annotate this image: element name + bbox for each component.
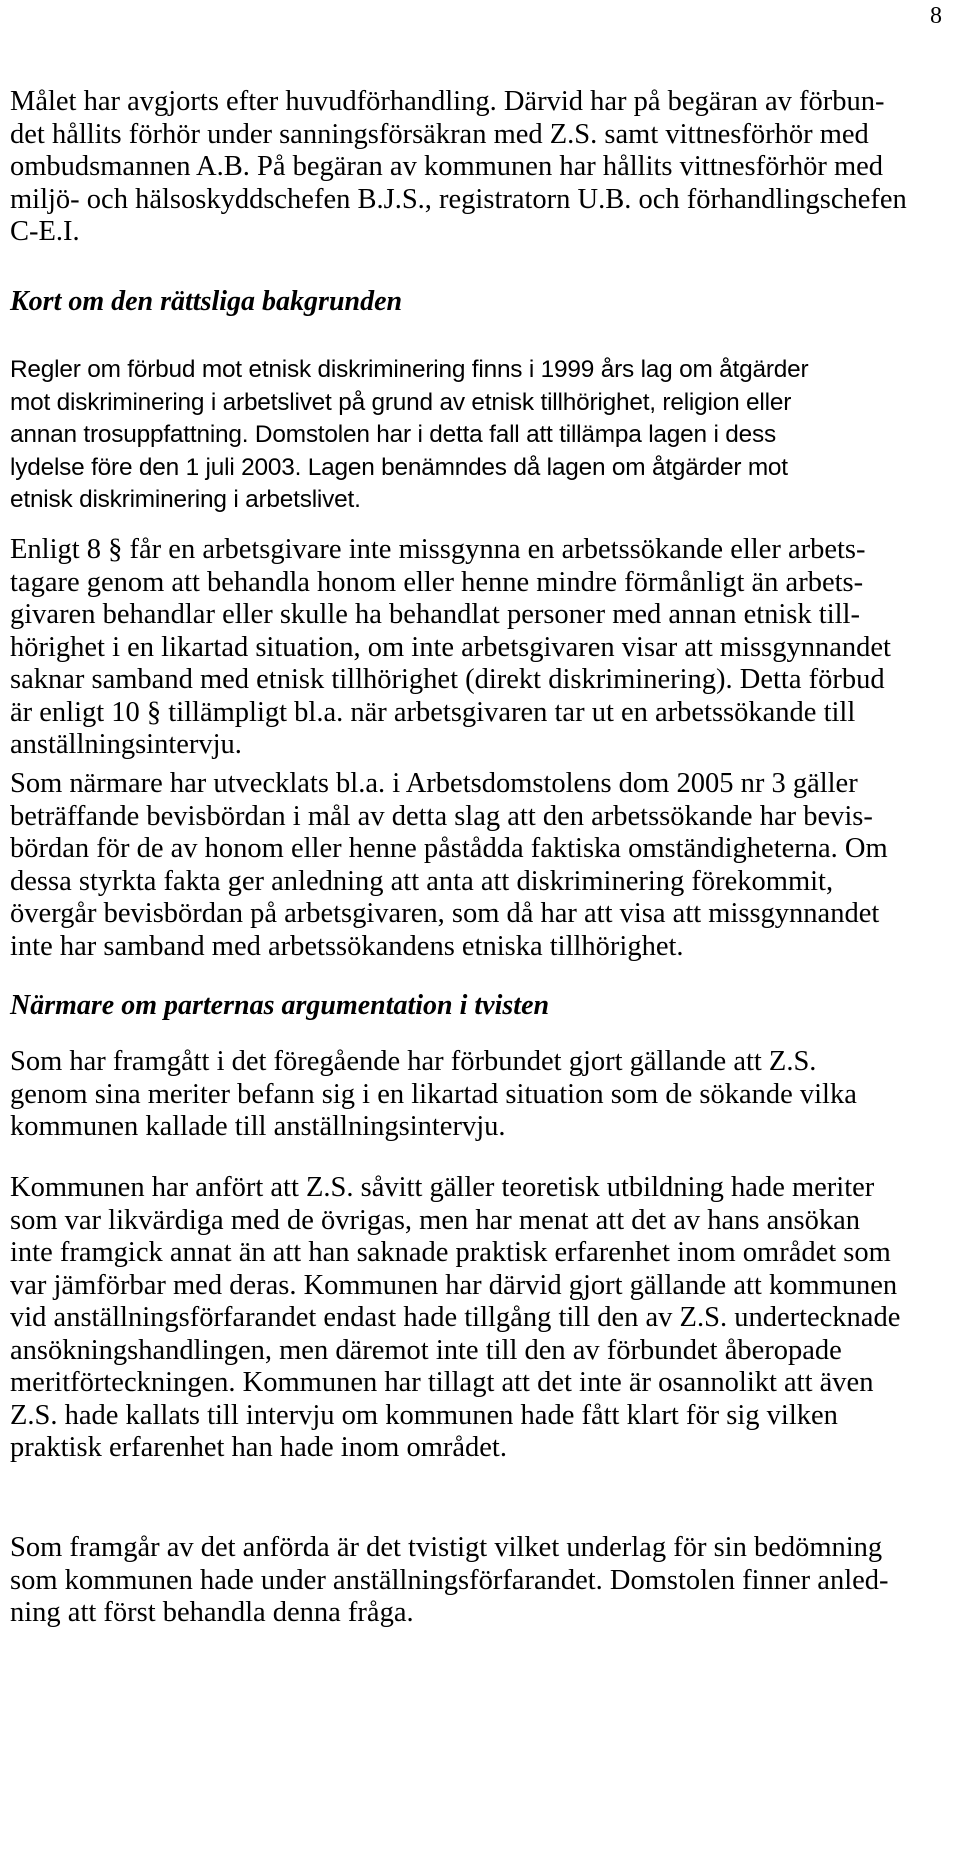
paragraph-section-8: Enligt 8 § får en arbetsgivare inte missgynna en arbetssökande eller arbets- tagare genom att behandla honom eller henne mindre förmånligt än arbets- givaren behandlar eller skulle ha behandlat personer med annan etnisk till- hörighet i en likartad situation, om inte arbetsgivaren visar att missgynnandet saknar samband med etnisk tillhörighet (direkt diskriminering). Detta förbud är enligt 10 § tillämpligt bl.a. när arbetsgivaren tar ut en arbetssökande till anställningsintervju. [10,534,891,760]
page-number: 8 [930,3,942,29]
paragraph-discrimination-law: Regler om förbud mot etnisk diskriminering finns i 1999 års lag om åtgärder mot diskriminering i arbetslivet på grund av etnisk tillhörighet, religion eller annan trosuppfattning. Domstolen har i detta fall att tillämpa lagen i dess lydelse före den 1 juli 2003. Lagen benämndes då lagen om åtgärder mot etnisk diskriminering i arbetslivet. [10,356,809,513]
paragraph-court-assessment: Som framgår av det anförda är det tvistigt vilket underlag för sin bedömning som kommunen hade under anställningsförfarandet. Domstolen finner anled- ning att först behandla denna fråga. [10,1532,889,1628]
heading-legal-background: Kort om den rättsliga bakgrunden [10,286,403,317]
paragraph-union-claim: Som har framgått i det föregående har förbundet gjort gällande att Z.S. genom sina meriter befann sig i en likartad situation som de sökande vilka kommunen kallade till anställningsintervju. [10,1046,857,1142]
paragraph-hearings: Målet har avgjorts efter huvudförhandling. Därvid har på begäran av förbun- det hållits förhör under sanningsförsäkran med Z.S. samt vittnesförhör med ombudsmannen A.B. På begäran av kommunen har hållits vittnesförhör med miljö- och hälsoskyddschefen B.J.S., registratorn U.B. och förhandlingschefen C-E.I. [10,86,907,247]
paragraph-municipality-claim: Kommunen har anfört att Z.S. såvitt gäller teoretisk utbildning hade meriter som var likvärdiga med de övrigas, men har menat att det av hans ansökan inte framgick annat än att han saknade praktisk erfarenhet inom området som var jämförbar med deras. Kommunen har därvid gjort gällande att kommunen vid anställningsförfarandet endast hade tillgång till den av Z.S. undertecknade ansökningshandlingen, men däremot inte till den av förbundet åberopade meritförteckningen. Kommunen har tillagt att det inte är osannolikt att även Z.S. hade kallats till intervju om kommunen hade fått klart för sig vilken praktisk erfarenhet han hade inom området. [10,1172,901,1463]
heading-parties-arguments: Närmare om parternas argumentation i tvisten [10,990,550,1021]
paragraph-burden-of-proof: Som närmare har utvecklats bl.a. i Arbetsdomstolens dom 2005 nr 3 gäller beträffande bevisbördan i mål av detta slag att den arbetssökande har bevis- bördan för de av honom eller henne påstådda faktiska omständigheterna. Om dessa styrkta fakta ger anledning att anta att diskriminering förekommit, övergår bevisbördan på arbetsgivaren, som då har att visa att missgynnandet inte har samband med arbetssökandens etniska tillhörighet. [10,768,888,962]
